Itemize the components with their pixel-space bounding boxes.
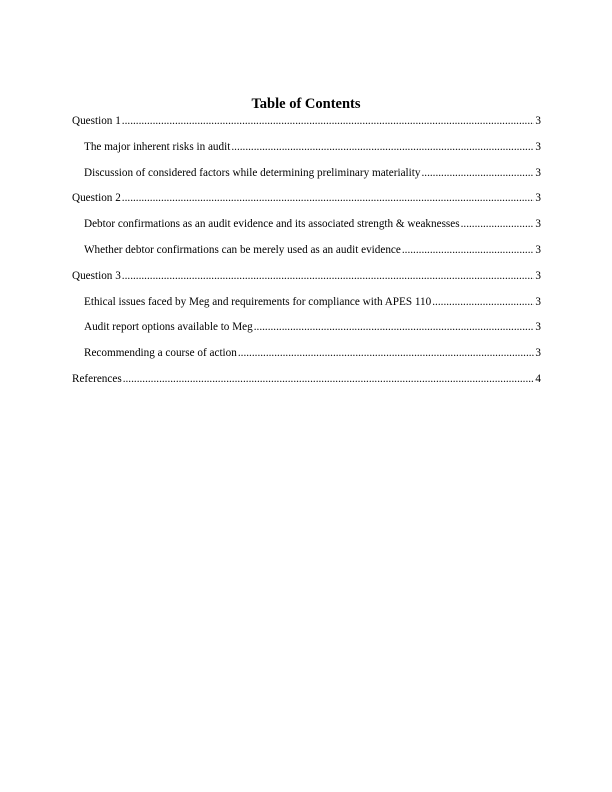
toc-dot-leader xyxy=(238,346,535,360)
toc-dot-leader xyxy=(231,140,534,154)
toc-entry-preliminary-materiality[interactable] xyxy=(72,166,541,192)
toc-entry-audit-report-options[interactable] xyxy=(72,320,541,346)
toc-dot-leader xyxy=(421,166,534,180)
toc-page-number: 3 xyxy=(535,166,541,179)
toc-entry-inherent-risks[interactable] xyxy=(72,140,541,166)
toc-entry-debtor-confirmations-merely[interactable] xyxy=(72,243,541,269)
toc-page-number: 3 xyxy=(535,321,541,334)
toc-dot-leader xyxy=(123,372,535,386)
toc-page-number: 3 xyxy=(535,115,541,127)
toc-dot-leader xyxy=(402,243,535,257)
toc-page-number: 3 xyxy=(535,218,541,231)
toc-page-number: 3 xyxy=(535,140,541,153)
toc-page-number: 3 xyxy=(535,192,541,205)
toc-dot-leader xyxy=(461,217,535,231)
toc-entry-text: Question 2 xyxy=(72,192,121,205)
toc-entry-text: Question 1 xyxy=(72,115,121,127)
toc-entry-references[interactable] xyxy=(72,372,541,398)
toc-entry-text: Recommending a course of action xyxy=(84,347,237,360)
toc-title: Table of Contents xyxy=(251,96,361,112)
toc-entry-text: References xyxy=(72,372,122,385)
toc-entry-question-2[interactable] xyxy=(72,191,541,217)
toc-list xyxy=(72,114,541,398)
toc-entry-debtor-confirmations-evidence[interactable] xyxy=(72,217,541,243)
toc-entry-text: Debtor confirmations as an audit evidence and its associated strength & weaknesses xyxy=(84,218,460,231)
toc-page-number: 3 xyxy=(535,269,541,282)
toc-entry-text: Discussion of considered factors while determining preliminary materiality xyxy=(84,166,421,179)
toc-dot-leader xyxy=(122,269,535,283)
toc-entry-question-1[interactable] xyxy=(72,114,541,140)
toc-dot-leader xyxy=(254,320,535,334)
toc-dot-leader xyxy=(122,114,535,128)
toc-entry-text: Ethical issues faced by Meg and requirements for compliance with APES 110 xyxy=(84,295,432,308)
toc-entry-text: Question 3 xyxy=(72,269,121,282)
toc-entry-course-of-action[interactable] xyxy=(72,346,541,372)
toc-dot-leader xyxy=(432,295,534,309)
toc-entry-question-3[interactable] xyxy=(72,269,541,295)
toc-page-number: 3 xyxy=(535,295,541,308)
toc-entry-text: Whether debtor confirmations can be merely used as an audit evidence xyxy=(84,243,401,256)
toc-page-number: 3 xyxy=(535,243,541,256)
toc-page-number: 3 xyxy=(535,347,541,360)
toc-page-number: 4 xyxy=(535,372,541,385)
toc-entry-text: The major inherent risks in audit xyxy=(84,140,231,153)
toc-entry-text: Audit report options available to Meg xyxy=(84,321,253,334)
toc-entry-ethical-issues[interactable] xyxy=(72,295,541,321)
toc-dot-leader xyxy=(122,191,535,205)
